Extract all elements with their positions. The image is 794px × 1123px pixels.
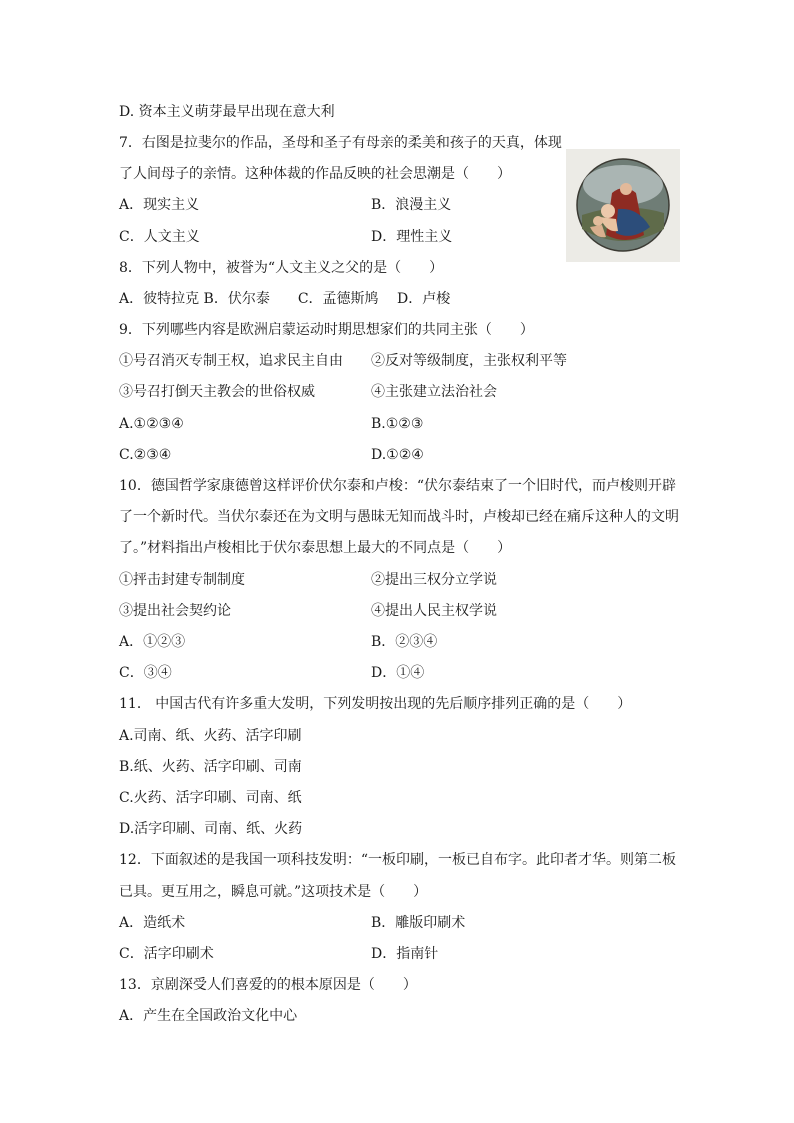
q13-option-a: A．产生在全国政治文化中心	[119, 1008, 298, 1024]
question-7: 7．右图是拉斐尔的作品，圣母和圣子有母亲的柔美和孩子的天真，体现	[119, 135, 562, 151]
q10-option-a: A．①②③	[119, 634, 186, 650]
q12-option-c: C．活字印刷术	[119, 946, 214, 962]
q11-option-a: A.司南、纸、火药、活字印刷	[119, 728, 302, 744]
q10-item-1: ①抨击封建专制制度	[119, 572, 245, 588]
q9-item-3: ③号召打倒天主教会的世俗权威	[119, 384, 315, 400]
q7-option-a: A．现实主义	[119, 197, 200, 213]
q11-option-c: C.火药、活字印刷、司南、纸	[119, 790, 302, 806]
q9-option-b: B.①②③	[371, 416, 424, 432]
q10-item-4: ④提出人民主权学说	[371, 603, 497, 619]
q10-option-b: B．②③④	[371, 634, 438, 650]
q9-item-4: ④主张建立法治社会	[371, 384, 497, 400]
question-13: 13．京剧深受人们喜爱的的根本原因是（ ）	[119, 977, 417, 993]
q7-option-b: B．浪漫主义	[371, 197, 452, 213]
q11-option-b: B.纸、火药、活字印刷、司南	[119, 759, 302, 775]
q12-option-d: D．指南针	[371, 946, 439, 962]
q7-option-d: D．理性主义	[371, 229, 453, 245]
q9-option-a: A.①②③④	[119, 416, 184, 432]
q7-option-c: C．人文主义	[119, 229, 200, 245]
q9-item-1: ①号召消灭专制王权，追求民主自由	[119, 353, 343, 369]
question-9: 9．下列哪些内容是欧洲启蒙运动时期思想家们的共同主张（ ）	[119, 322, 534, 338]
question-10-cont-1: 了一个新时代。当伏尔泰还在为文明与愚昧无知而战斗时，卢梭却已经在痛斥这种人的文明	[119, 509, 679, 525]
raphael-madonna-painting	[566, 149, 680, 262]
q8-options: A．彼特拉克 B．伏尔泰 C．孟德斯鸠 D．卢梭	[119, 291, 451, 307]
question-12-cont: 已具。更互用之，瞬息可就。”这项技术是（ ）	[119, 884, 428, 900]
q10-option-c: C．③④	[119, 665, 172, 681]
q10-option-d: D．①④	[371, 665, 425, 681]
q12-option-a: A．造纸术	[119, 915, 186, 931]
q9-option-d: D.①②④	[371, 447, 424, 463]
question-11: 11． 中国古代有许多重大发明，下列发明按出现的先后顺序排列正确的是（ ）	[119, 696, 632, 712]
q10-item-2: ②提出三权分立学说	[371, 572, 497, 588]
question-8: 8．下列人物中，被誉为“人文主义之父的是（ ）	[119, 260, 444, 276]
q10-item-3: ③提出社会契约论	[119, 603, 231, 619]
q11-option-d: D.活字印刷、司南、纸、火药	[119, 821, 303, 837]
option-d-q6: D. 资本主义萌芽最早出现在意大利	[119, 104, 335, 120]
question-10-cont-2: 了。”材料指出卢梭相比于伏尔泰思想上最大的不同点是（ ）	[119, 540, 512, 556]
question-7-cont: 了人间母子的亲情。这种体裁的作品反映的社会思潮是（ ）	[119, 166, 511, 182]
q9-option-c: C.②③④	[119, 447, 172, 463]
question-10: 10．德国哲学家康德曾这样评价伏尔泰和卢梭：“伏尔泰结束了一个旧时代，而卢梭则开辟	[119, 478, 676, 494]
q12-option-b: B．雕版印刷术	[371, 915, 466, 931]
question-12: 12．下面叙述的是我国一项科技发明：“一板印刷，一板已自布字。此印者才华。则第二板	[119, 852, 676, 868]
q9-item-2: ②反对等级制度，主张权利平等	[371, 353, 567, 369]
